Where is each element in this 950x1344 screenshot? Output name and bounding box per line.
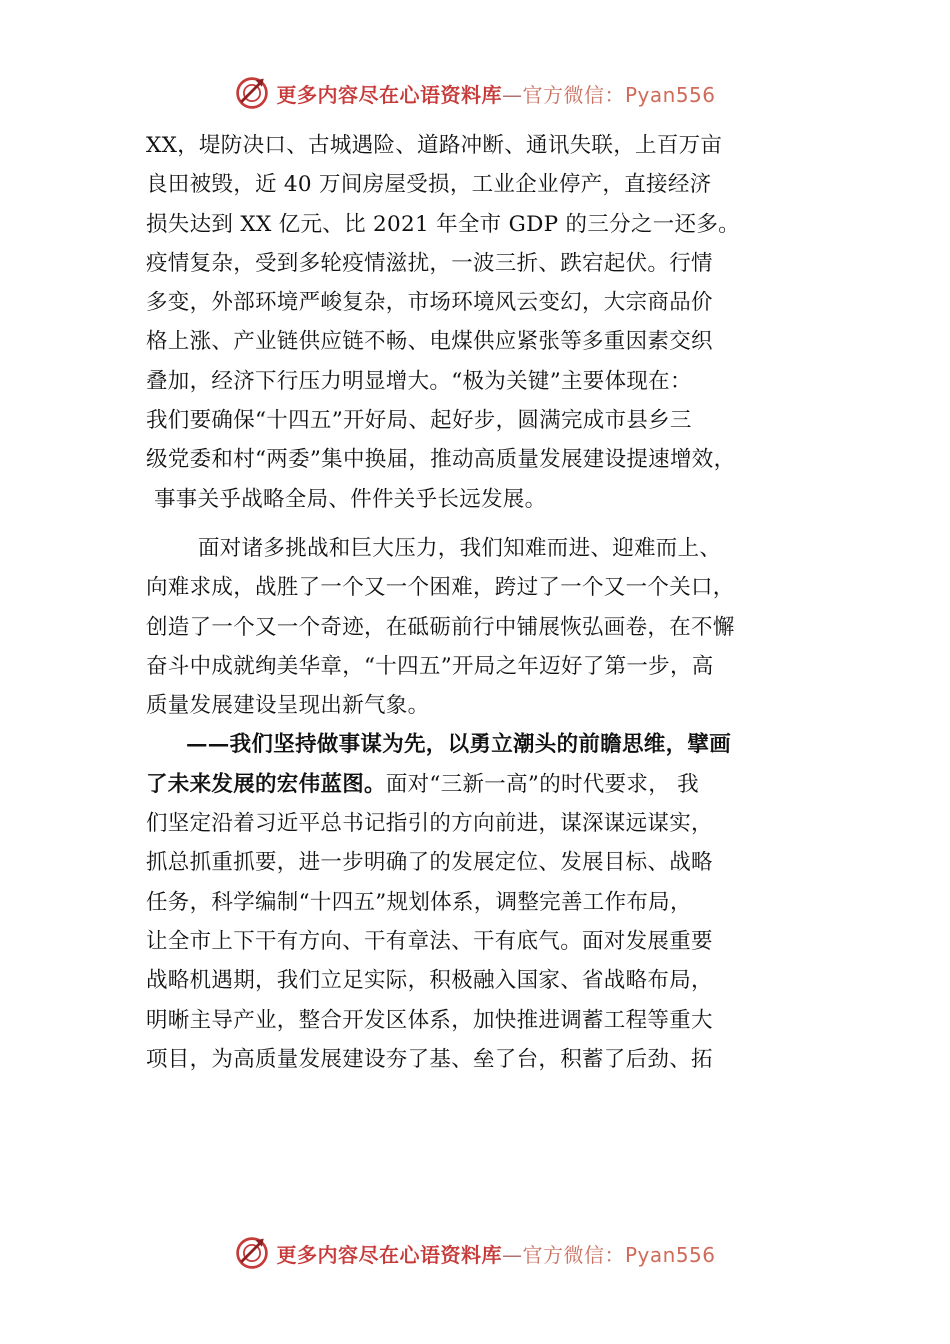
text-line: 战略机遇期，我们立足实际，积极融入国家、省战略布局，: [146, 968, 713, 994]
banner-wechat-label: 官方微信：: [522, 1242, 625, 1267]
banner-wechat-id: Pyan556: [624, 82, 716, 107]
section-heading-end: 了未来发展的宏伟蓝图。: [146, 771, 386, 797]
text-line: 叠加，经济下行压力明显增大。“极为关键”主要体现在：: [146, 368, 692, 394]
text-line: 质量发展建设呈现出新气象。: [146, 693, 430, 719]
banner-dash: —: [501, 1242, 523, 1267]
text-line: 格上涨、产业链供应链不畅、电煤供应紧张等多重因素交织: [146, 329, 713, 355]
text-line: XX，堤防决口、古城遇险、道路冲断、通讯失联，上百万亩: [146, 133, 723, 158]
text-line: 损失达到 XX 亿元、比 2021 年全市 GDP 的三分之一还多。: [146, 211, 740, 237]
text-line: 项目，为高质量发展建设夯了基、垒了台，积蓄了后劲、拓: [146, 1046, 713, 1072]
text-line: 奋斗中成就绚美华章，“十四五”开局之年迈好了第一步，高: [146, 653, 714, 679]
text-line: 创造了一个又一个奇迹，在砥砺前行中铺展恢弘画卷，在不懈: [146, 614, 735, 640]
text-line: 我们要确保“十四五”开好局、起好步，圆满完成市县乡三: [146, 408, 692, 434]
logo-icon: [234, 1235, 270, 1271]
footer-banner: [0, 1228, 950, 1278]
text-line: 疫情复杂，受到多轮疫情滋扰，一波三折、跌宕起伏。行情: [146, 250, 713, 276]
banner-main-text: 更多内容尽在心语资料库: [276, 82, 502, 107]
banner-dash: —: [501, 82, 523, 107]
text-line: 抓总抓重抓要，进一步明确了的发展定位、发展目标、战略: [146, 850, 713, 876]
logo-icon: [234, 75, 270, 111]
text-line: 级党委和村“两委”集中换届，推动高质量发展建设提速增效，: [146, 447, 736, 473]
text-line: 多变，外部环境严峻复杂，市场环境风云变幻，大宗商品价: [146, 290, 713, 316]
text-line: 良田被毁，近 40 万间房屋受损，工业企业停产，直接经济: [146, 172, 712, 198]
document-body: [146, 126, 836, 1079]
banner-wechat-id: Pyan556: [624, 1242, 716, 1267]
header-banner: [0, 68, 950, 118]
banner-wechat-label: 官方微信：: [522, 82, 625, 107]
text-line: 面对诸多挑战和巨大压力，我们知难而进、迎难而上、: [198, 535, 722, 561]
text-line: 事事关乎战略全局、件件关乎长远发展。: [154, 486, 547, 512]
section-heading: ——我们坚持做事谋为先，以勇立潮头的前瞻思维，擘画: [186, 732, 732, 758]
text-line: 向难求成，战胜了一个又一个困难，跨过了一个又一个关口，: [146, 575, 735, 601]
text-run: 面对“三新一高”的时代要求， 我: [385, 771, 699, 797]
text-line: 们坚定沿着习近平总书记指引的方向前进，谋深谋远谋实，: [146, 811, 713, 837]
text-line: 明晰主导产业，整合开发区体系，加快推进调蓄工程等重大: [146, 1007, 713, 1033]
text-line: [146, 765, 836, 804]
text-line: 任务，科学编制“十四五”规划体系，调整完善工作布局，: [146, 889, 692, 915]
text-line: 让全市上下干有方向、干有章法、干有底气。面对发展重要: [146, 928, 713, 954]
banner-main-text: 更多内容尽在心语资料库: [276, 1242, 502, 1267]
